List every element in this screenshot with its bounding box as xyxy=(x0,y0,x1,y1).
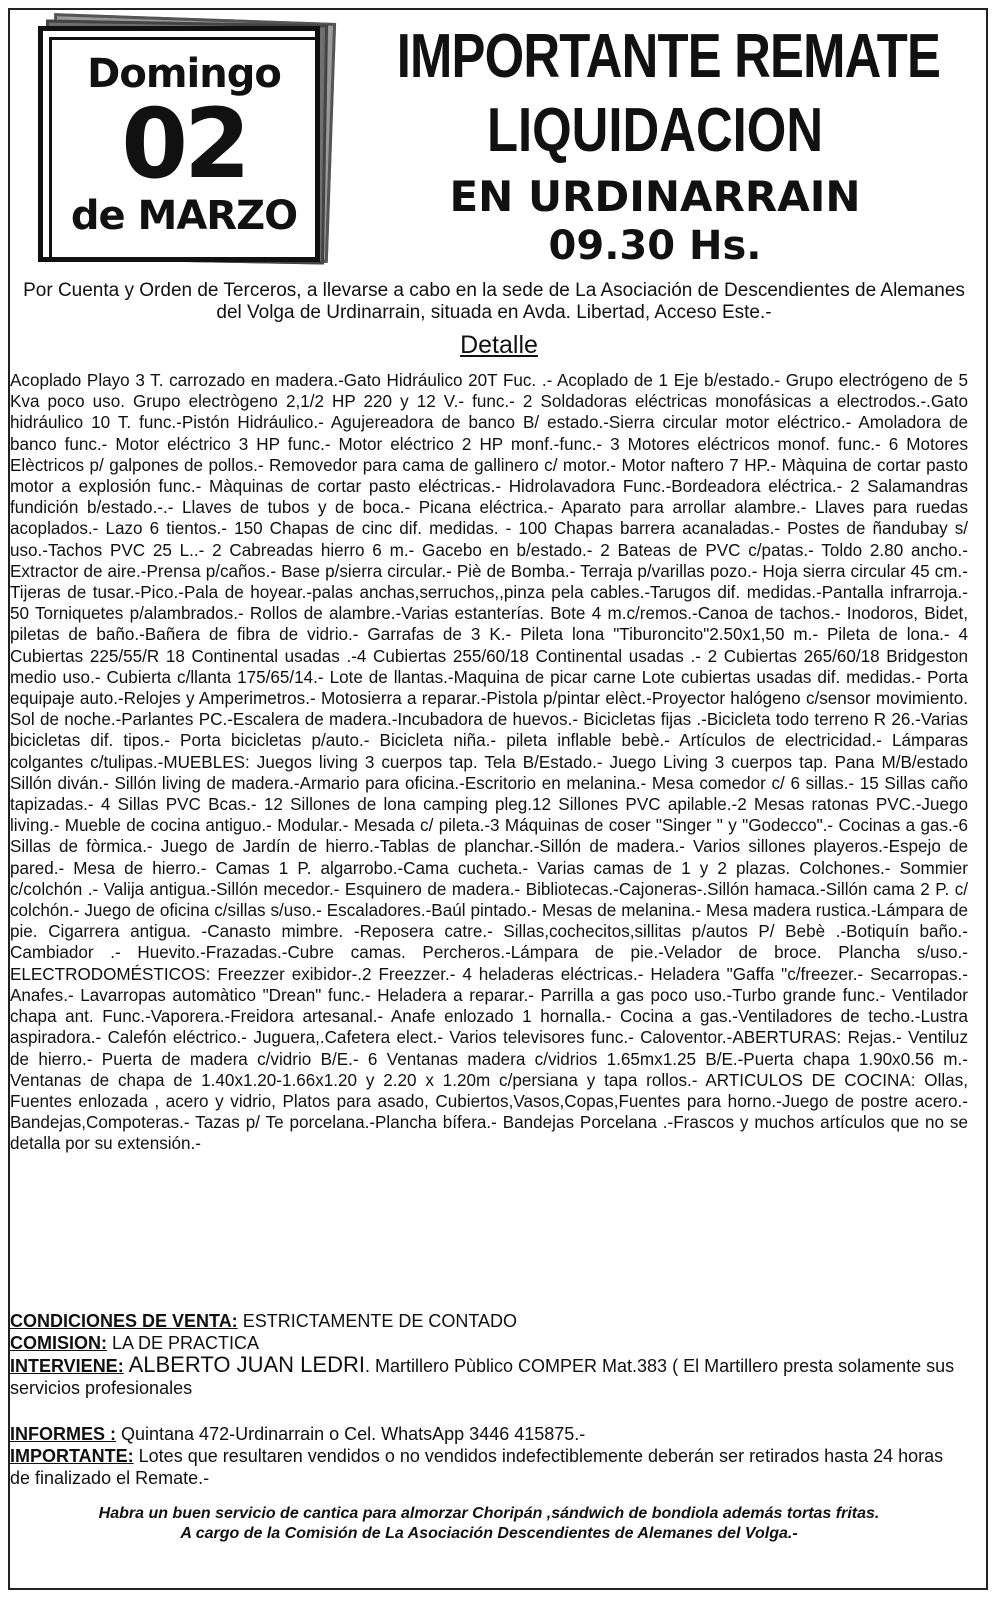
condiciones-venta-value: ESTRICTAMENTE DE CONTADO xyxy=(237,1311,518,1331)
section-spacer xyxy=(10,1399,968,1423)
interviene-label: INTERVIENE: xyxy=(10,1356,124,1376)
interviene-value: . Martillero Pùblico COMPER Mat.383 ( El Martillero presta solamente sus servicios profesionales xyxy=(10,1356,955,1398)
headline-liquidacion: LIQUIDACION xyxy=(486,96,824,165)
detalle-heading: Detalle xyxy=(460,331,538,359)
interviene-row xyxy=(10,1354,968,1399)
intro-paragraph: Por Cuenta y Orden de Terceros, a llevarse a cabo en la sede de La Asociación de Descendientes de Alemanes del Volga de Urdinarrain, situada en Avda. Libertad, Acceso Este.- xyxy=(23,280,965,323)
condiciones-venta-label: CONDICIONES DE VENTA: xyxy=(10,1311,238,1331)
headline-time: 09.30 Hs. xyxy=(548,223,762,269)
date-box xyxy=(38,26,328,256)
condiciones-venta-row xyxy=(10,1310,968,1332)
date-weekday: Domingo xyxy=(87,51,281,97)
comision-row xyxy=(10,1332,968,1354)
comision-label: COMISION: xyxy=(10,1333,107,1353)
date-month: de MARZO xyxy=(70,193,298,239)
importante-value: Lotes que resultaren vendidos o no vendidos indefectiblemente deberán ser retirados hasta 24 horas de finalizado el Remate.- xyxy=(10,1446,944,1488)
headline-location: EN URDINARRAIN xyxy=(449,172,861,221)
date-box-inner xyxy=(49,37,319,261)
footer-line-2: A cargo de la Comisión de La Asociación Descendientes de Alemanes del Volga.- xyxy=(180,1525,798,1542)
date-day: 02 xyxy=(121,88,247,200)
headline-importante-remate: IMPORTANTE REMATE xyxy=(396,22,941,91)
conditions-section xyxy=(10,1310,968,1489)
informes-value: Quintana 472-Urdinarrain o Cel. WhatsApp 3446 415875.- xyxy=(116,1424,586,1444)
date-box-front xyxy=(38,26,320,262)
detalle-body: Acoplado Playo 3 T. carrozado en madera.-Gato Hidráulico 20T Fuc. .- Acoplado de 1 Eje b/estado.- Grupo electrógeno de 5 Kva poco uso. Grupo electrògeno 2,1/2 HP 220 y 12 V.- func.- 2 Soldadoras eléctricas monofásicas a electrodos.-.Gato hidráulico 10 T. func.-Pistón Hidráulico.- Agujereadora de banco B/ estado.-Sierra circular motor eléctrico.- Amoladora de banco func.- Motor eléctrico 3 HP func.- Motor eléctrico 2 HP monf.-func.- 3 Motores eléctricos monof. func.- 6 Motores Elèctricos p/ galpones de pollos.- Removedor para cama de gallinero c/ motor.- Motor naftero 7 HP.- Màquina de cortar pasto motor a explosión func.- Màquinas de cortar pasto eléctricas.- Hidrolavadora Func.-Bordeadora eléctrica.- 2 Salamandras fundición b/estado.-.- Llaves de tubos y de boca.- Picana eléctrica.- Aparato para arrollar alambre.- Llaves para ruedas acoplados.- Lazo 6 tientos.- 150 Chapas de cinc dif. medidas. - 100 Chapas barrera acanaladas.- Postes de ñandubay s/ uso.-Tachos PVC 25 L..- 2 Cabreadas hierro 6 m.- Gacebo en b/estado.- 2 Bateas de PVC c/patas.- Toldo 2.80 ancho.- Extractor de aire.-Prensa p/caños.- Base p/sierra circular.- Piè de Bomba.- Terraja p/varillas pozo.- Hoja sierra circular 45 cm.- Tijeras de tusar.-Pico.-Pala de hoyear.-palas anchas,serruchos,,pinza pela cables.-Tarugos dif. medidas.-Pantalla infrarroja.- 50 Torniquetes p/alambrados.- Rollos de alambre.-Varias estanterías. Bote 4 m.c/remos.-Canoa de tachos.- Inodoros, Bidet, piletas de baño.-Bañera de fibra de vidrio.- Garrafas de 3 K.- Pileta lona "Tiburoncito"2.50x1,50 m.- Pileta de lona.- 4 Cubiertas 225/55/R 18 Continental usadas .-4 Cubiertas 255/60/18 Continental usadas .- 2 Cubiertas 265/60/18 Bridgeston medio uso.- Cubierta c/llanta 175/65/14.- Lote de llantas.-Maquina de picar carne Lote cubiertas usadas dif. medidas.- Porta equipaje auto.-Relojes y Amperimetros.- Motosierra a reparar.-Pistola p/pintar elèct.-Proyector halógeno c/sensor movimiento. Sol de noche.-Parlantes PC.-Escalera de madera.-Incubadora de huevos.- Bicicletas fijas .-Bicicleta todo terreno R 26.-Varias bicicletas dif. tipos.- Porta bicicletas p/auto.- Bicicleta niña.- pileta inflable bebè.- Artículos de electricidad.- Lámparas colgantes c/tulipas.-MUEBLES: Juegos living 3 cuerpos tap. Tela B/Estado.- Juego Living 3 cuerpos tap. Pana M/B/estado Sillón diván.- Sillón living de madera.-Armario para oficina.-Escritorio en melanina.- Mesa comedor c/ 6 sillas.- 15 Sillas caño tapizadas.- 4 Sillas PVC Bcas.- 12 Sillones de lona camping pleg.12 Sillones PVC apilable.-2 Mesas ratonas PVC.-Juego living.- Mueble de cocina antiguo.- Modular.- Mesada c/ pileta.-3 Máquinas de coser "Singer " y "Godecco".- Cocinas a gas.-6 Sillas de fòrmica.- Juego de Jardín de hierro.-Tablas de planchar.-Sillón de madera.- Varios sillones playeros.-Espejo de pared.- Mesa de hierro.- Camas 1 P. algarrobo.-Cama cucheta.- Varias camas de 1 y 2 plazas. Colchones.- Sommier c/colchón .- Valija antigua.-Sillón mecedor.- Esquinero de madera.- Bibliotecas.-Cajoneras-.Sillón hamaca.-Sillón cama 2 P. c/ colchón.- Juego de oficina c/sillas s/uso.- Escaladores.-Baúl pintado.- Mesas de melanina.- Mesa madera rustica.-Lámpara de pie. Cigarrera antigua. -Canasto mimbre. -Reposera catre.- Sillas,cochecitos,sillitas p/autos P/ Bebè .-Botiquín baño.- Cambiador .- Huevito.-Frazadas.-Cubre camas. Percheros.-Lámpara de pie.-Velador de broce. Plancha s/uso.- ELECTRODOMÉSTICOS: Freezzer exibidor-.2 Freezzer.- 4 heladeras eléctricas.- Heladera "Gaffa "c/freezer.- Secarropas.-Anafes.- Lavarropas automàtico "Drean" func.- Heladera a reparar.- Parrilla a gas poco uso.-Turbo grande func.- Ventilador chapa ant. Func.-Vaporera.-Freidora artesanal.- Anafe enlozado 1 hornalla.- Cocina a gas.-Ventiladores de techo.-Lustra aspiradora.- Calefón eléctrico.- Juguera,.Cafetera elect.- Varios televisores func.- Caloventor.-ABERTURAS: Rejas.- Ventiluz de hierro.- Puerta de madera c/vidrio B/E.- 6 Ventanas madera c/vidrios 1.65mx1.25 B/E.-Puerta chapa 1.90x0.56 m.- Ventanas de chapa de 1.40x1.20-1.66x1.20 y 2.20 x 1.20m c/persiana y tapa rollos.- ARTICULOS DE COCINA: Ollas, Fuentes enlozada , acero y vidrio, Platos para asado, Cubiertos,Vasos,Copas,Fuentes para horno.-Juego de postre acero.-Bandejas,Compoteras.- Tazas p/ Te porcelana.-Plancha bífera.- Bandejas Porcelana .-Frascos y muchos artículos que no se detalla por su extensión.- xyxy=(10,371,968,1154)
importante-row xyxy=(10,1445,968,1489)
informes-label: INFORMES : xyxy=(10,1424,116,1444)
footer-note xyxy=(10,1504,968,1544)
interviene-name: ALBERTO JUAN LEDRI xyxy=(123,1352,365,1377)
informes-row xyxy=(10,1423,968,1445)
footer-line-1: Habra un buen servicio de cantica para almorzar Choripán ,sándwich de bondiola además tortas fritas. xyxy=(98,1505,880,1522)
importante-label: IMPORTANTE: xyxy=(10,1446,134,1466)
comision-value: LA DE PRACTICA xyxy=(107,1333,260,1353)
